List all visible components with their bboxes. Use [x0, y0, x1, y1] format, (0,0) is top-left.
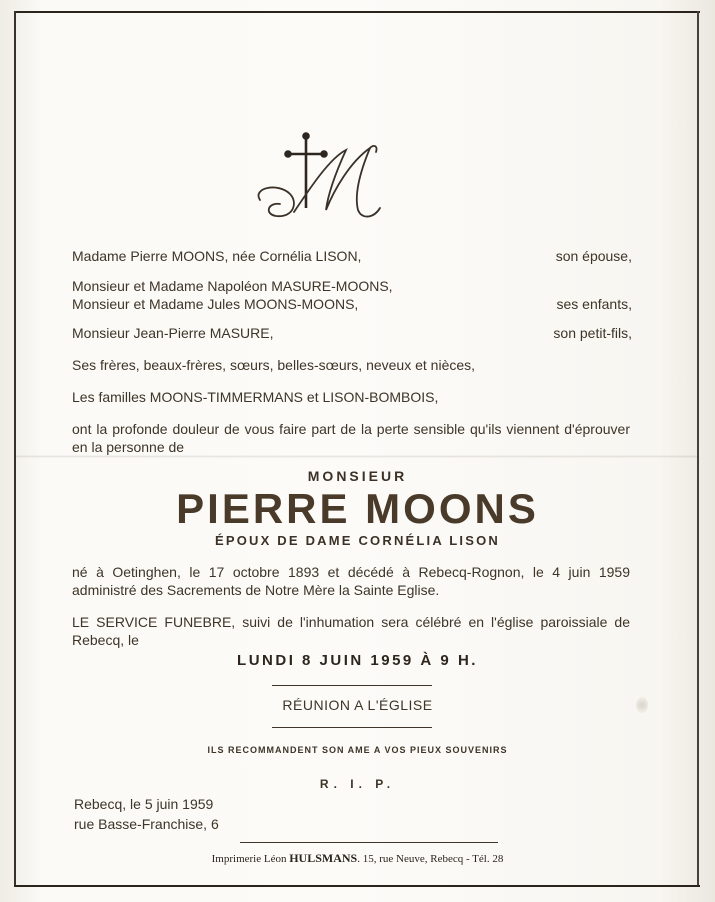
printer-prefix: Imprimerie Léon: [211, 853, 287, 865]
printer-rule: [240, 842, 498, 843]
divider-rule: [272, 685, 432, 686]
family-line-spouse: [72, 248, 632, 265]
card-border-left: [14, 11, 16, 887]
family-line-text: Madame Pierre MOONS, née Cornélia LISON,: [72, 248, 362, 264]
deceased-spouse: ÉPOUX DE DAME CORNÉLIA LISON: [214, 533, 501, 548]
family-line-grandchild: [72, 325, 632, 342]
printer-line: [0, 851, 715, 866]
family-line-text: Ses frères, beaux-frères, sœurs, belles-sœurs, neveux et nièces,: [72, 357, 476, 373]
relation-label: son épouse,: [555, 248, 632, 264]
relation-label: son petit-fils,: [553, 325, 632, 341]
deceased-title: MONSIEUR: [307, 468, 408, 484]
card-border-right: [697, 11, 699, 887]
relation-label: ses enfants,: [556, 296, 632, 312]
place-date: Rebecq, le 5 juin 1959: [74, 796, 214, 812]
family-line-child-2: [72, 296, 632, 313]
family-line-text: Monsieur et Madame Jules MOONS-MOONS,: [72, 296, 359, 312]
family-line-siblings: [72, 357, 632, 374]
family-line-text: Les familles MOONS-TIMMERMANS et LISON-BOMBOIS,: [72, 389, 439, 405]
service-text: LE SERVICE FUNEBRE, suivi de l'inhumation sera célébré en l'église paroissiale de Rebecq, le: [72, 614, 630, 648]
recommendation-text: ILS RECOMMANDENT SON AME A VOS PIEUX SOUVENIRS: [207, 745, 508, 755]
printer-address: . 15, rue Neuve, Rebecq - Tél. 28: [357, 853, 504, 865]
divider-rule: [272, 727, 432, 728]
family-line-families: [72, 389, 632, 406]
card-border-top: [14, 11, 700, 13]
printer-name: HULSMANS: [289, 851, 358, 865]
service-date: LUNDI 8 JUIN 1959 À 9 H.: [237, 652, 478, 669]
address: rue Basse-Franchise, 6: [74, 816, 219, 832]
family-line-child-1: [72, 278, 632, 295]
family-line-text: Monsieur et Madame Napoléon MASURE-MOONS,: [72, 278, 393, 294]
family-line-text: Monsieur Jean-Pierre MASURE,: [72, 325, 274, 341]
birth-death-details: né à Oetinghen, le 17 octobre 1893 et décédé à Rebecq-Rognon, le 4 juin 1959 administré des Sacrements de Notre Mère la Sainte Eglise.: [72, 564, 630, 598]
deceased-name: PIERRE MOONS: [176, 485, 539, 532]
announcement-text: ont la profonde douleur de vous faire part de la perte sensible qu'ils viennent d'éprouver en la personne de: [72, 421, 630, 455]
card-border-bottom: [14, 885, 700, 887]
rip-text: R. I. P.: [319, 777, 396, 791]
meeting-text: RÉUNION A L'ÉGLISE: [282, 697, 433, 713]
script-m-letter: [258, 146, 380, 217]
monogram: [250, 128, 390, 228]
